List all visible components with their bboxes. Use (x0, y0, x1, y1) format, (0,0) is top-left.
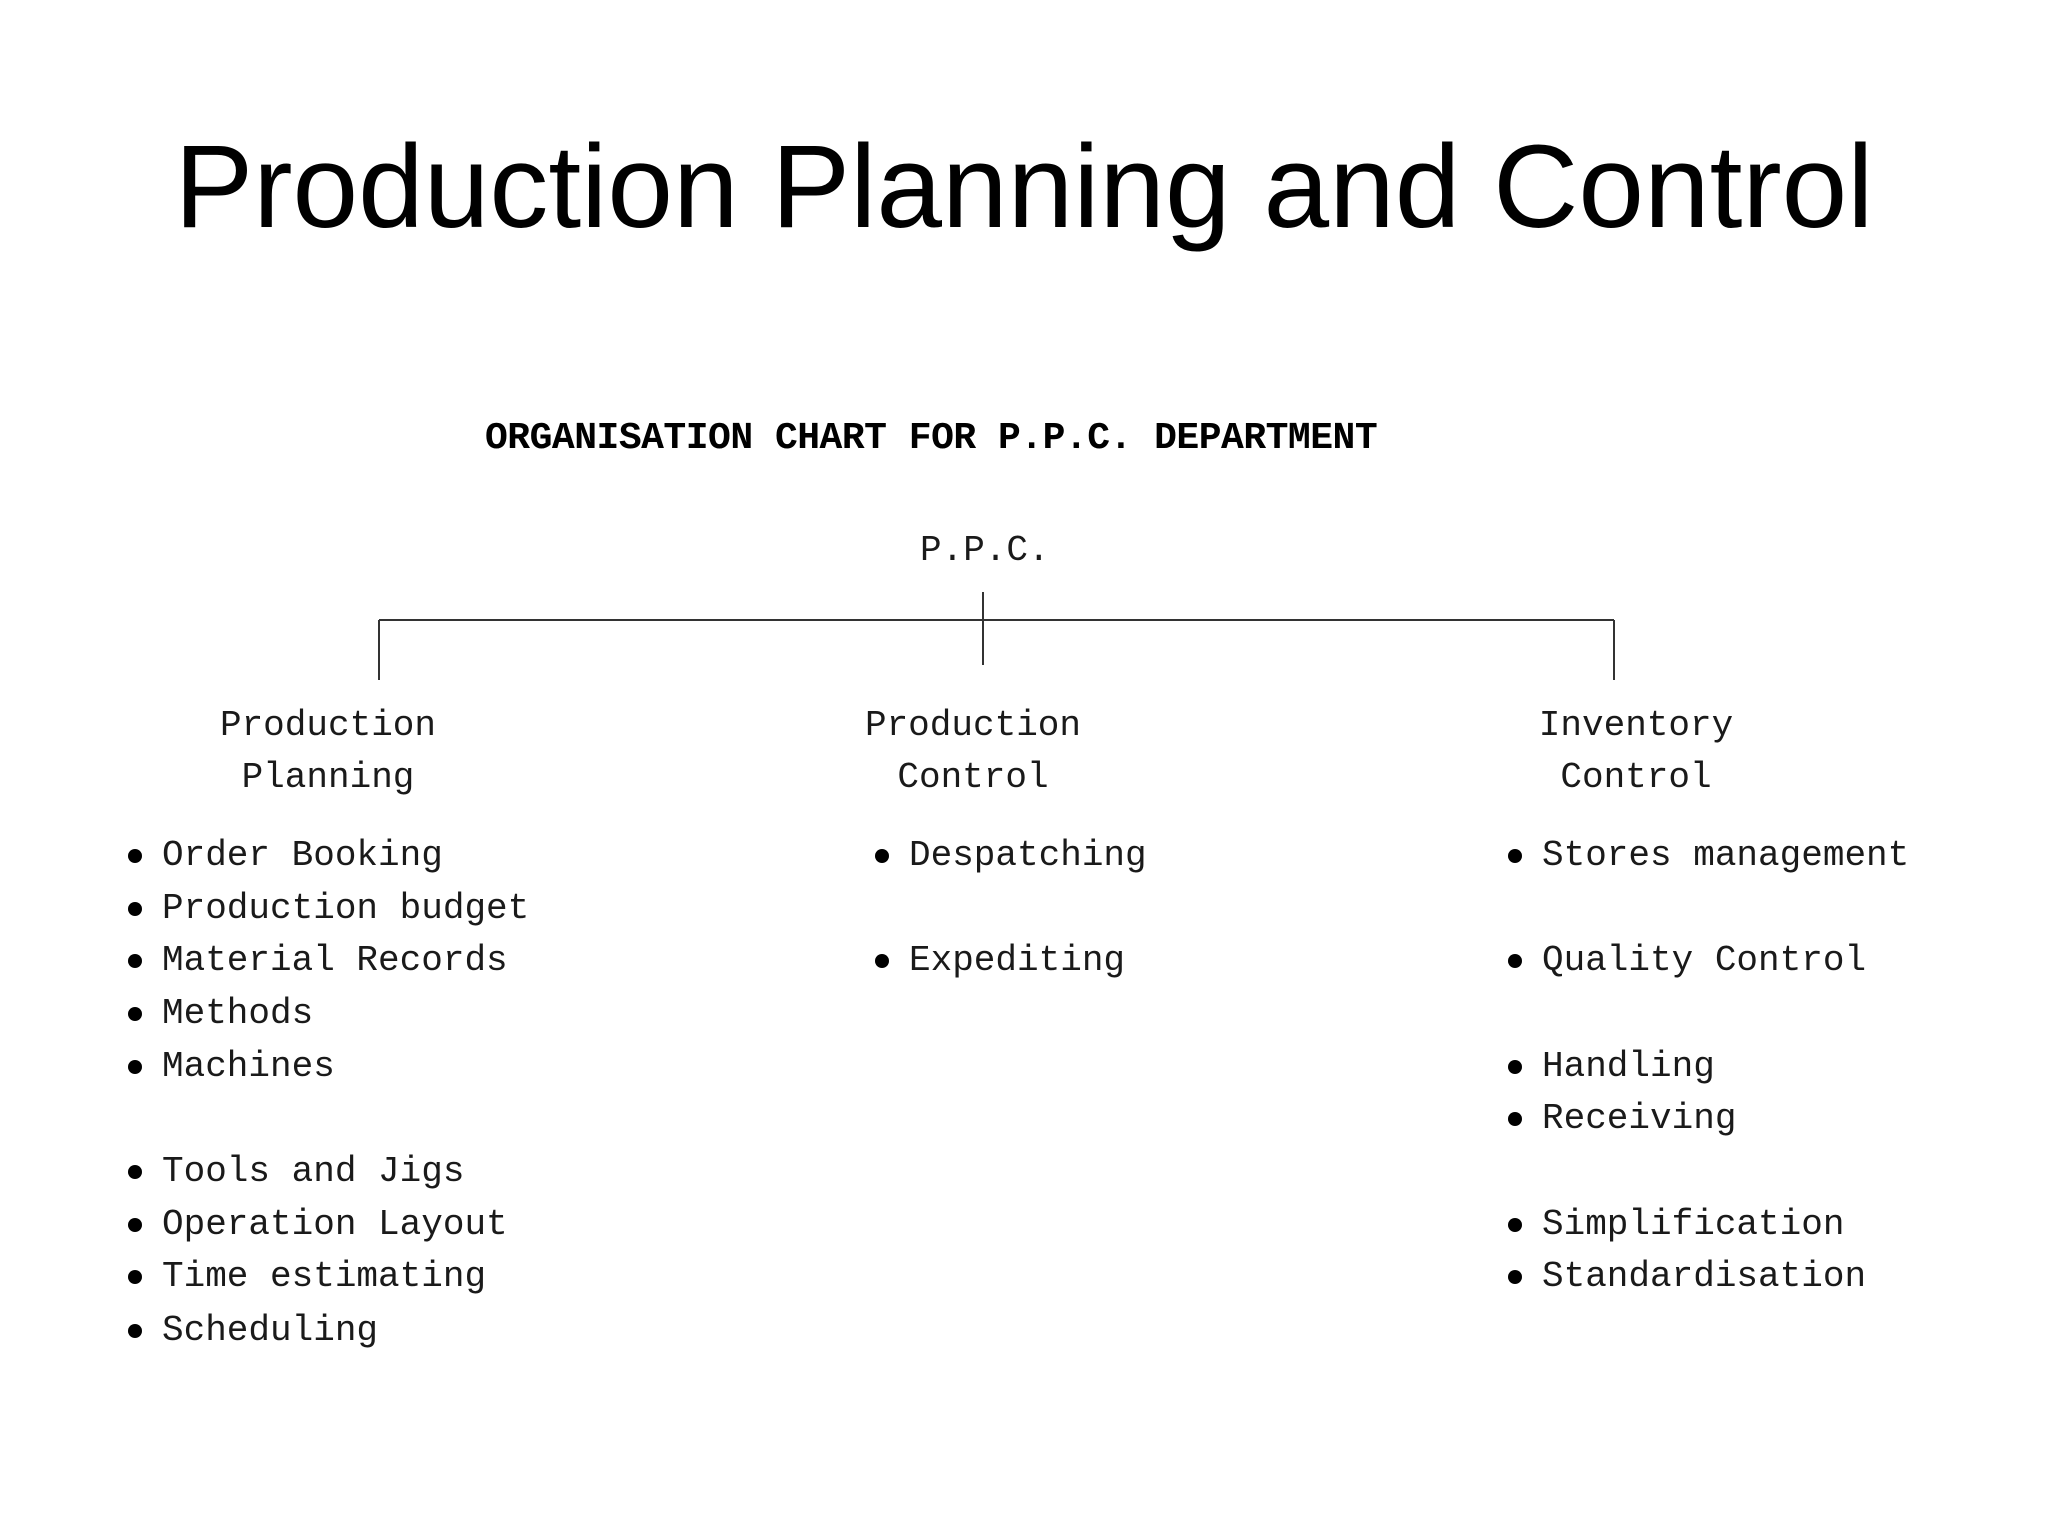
branch-title-line: Control (897, 757, 1049, 798)
list-item-label: Standardisation (1542, 1256, 1867, 1297)
list-item-label: Quality Control (1542, 940, 1867, 981)
slide-title: Production Planning and Control (174, 121, 1874, 253)
list-item-label: Stores management (1542, 835, 1910, 876)
branch-title-line: Control (1560, 757, 1712, 798)
list-item-label: Methods (162, 993, 314, 1034)
bullet-icon (875, 954, 889, 968)
list-item-label: Tools and Jigs (162, 1151, 465, 1192)
bullet-icon (128, 1060, 142, 1074)
branch-title-production-planning (168, 700, 488, 804)
list-item (128, 1310, 379, 1351)
list-item (128, 993, 314, 1034)
list-item (128, 1204, 508, 1245)
bullet-icon (128, 1165, 142, 1179)
bullet-icon (1508, 1218, 1522, 1232)
list-item (128, 1151, 465, 1192)
list-item (875, 940, 1126, 981)
bullet-icon (1508, 1112, 1522, 1126)
list-item (1508, 1204, 1845, 1245)
list-item (1508, 1256, 1867, 1297)
branch-title-line: Planning (241, 757, 415, 798)
list-item (1508, 1098, 1737, 1139)
list-item (128, 888, 530, 929)
list-item (128, 1256, 487, 1297)
bullet-icon (875, 849, 889, 863)
branch-title-line: Production (864, 705, 1082, 746)
bullet-icon (128, 849, 142, 863)
list-item (875, 835, 1147, 876)
list-item (1508, 835, 1910, 876)
list-item-label: Receiving (1542, 1098, 1737, 1139)
bullet-icon (128, 1218, 142, 1232)
list-item-label: Handling (1542, 1046, 1715, 1087)
bullet-icon (128, 902, 142, 916)
list-item (128, 835, 443, 876)
bullet-icon (128, 1270, 142, 1284)
list-item (128, 940, 508, 981)
list-item-label: Material Records (162, 940, 508, 981)
bullet-icon (128, 954, 142, 968)
list-item-label: Machines (162, 1046, 335, 1087)
bullet-icon (1508, 1060, 1522, 1074)
list-item (1508, 940, 1867, 981)
bullet-icon (1508, 954, 1522, 968)
list-item-label: Time estimating (162, 1256, 487, 1297)
bullet-icon (1508, 849, 1522, 863)
list-item-label: Operation Layout (162, 1204, 508, 1245)
org-chart-heading: ORGANISATION CHART FOR P.P.C. DEPARTMENT (485, 417, 1378, 460)
list-item-label: Expediting (909, 940, 1126, 981)
branch-title-inventory-control (1476, 700, 1796, 804)
list-item (128, 1046, 335, 1087)
list-item-label: Despatching (909, 835, 1147, 876)
list-item-label: Scheduling (162, 1310, 379, 1351)
branch-title-production-control (813, 700, 1133, 804)
list-item-label: Simplification (1542, 1204, 1845, 1245)
list-item (1508, 1046, 1715, 1087)
bullet-icon (128, 1324, 142, 1338)
branch-title-line: Production (219, 705, 437, 746)
list-item-label: Production budget (162, 888, 530, 929)
bullet-icon (128, 1007, 142, 1021)
list-item-label: Order Booking (162, 835, 443, 876)
root-node-ppc: P.P.C. (920, 530, 1050, 571)
bullet-icon (1508, 1270, 1522, 1284)
branch-title-line: Inventory (1538, 705, 1734, 746)
